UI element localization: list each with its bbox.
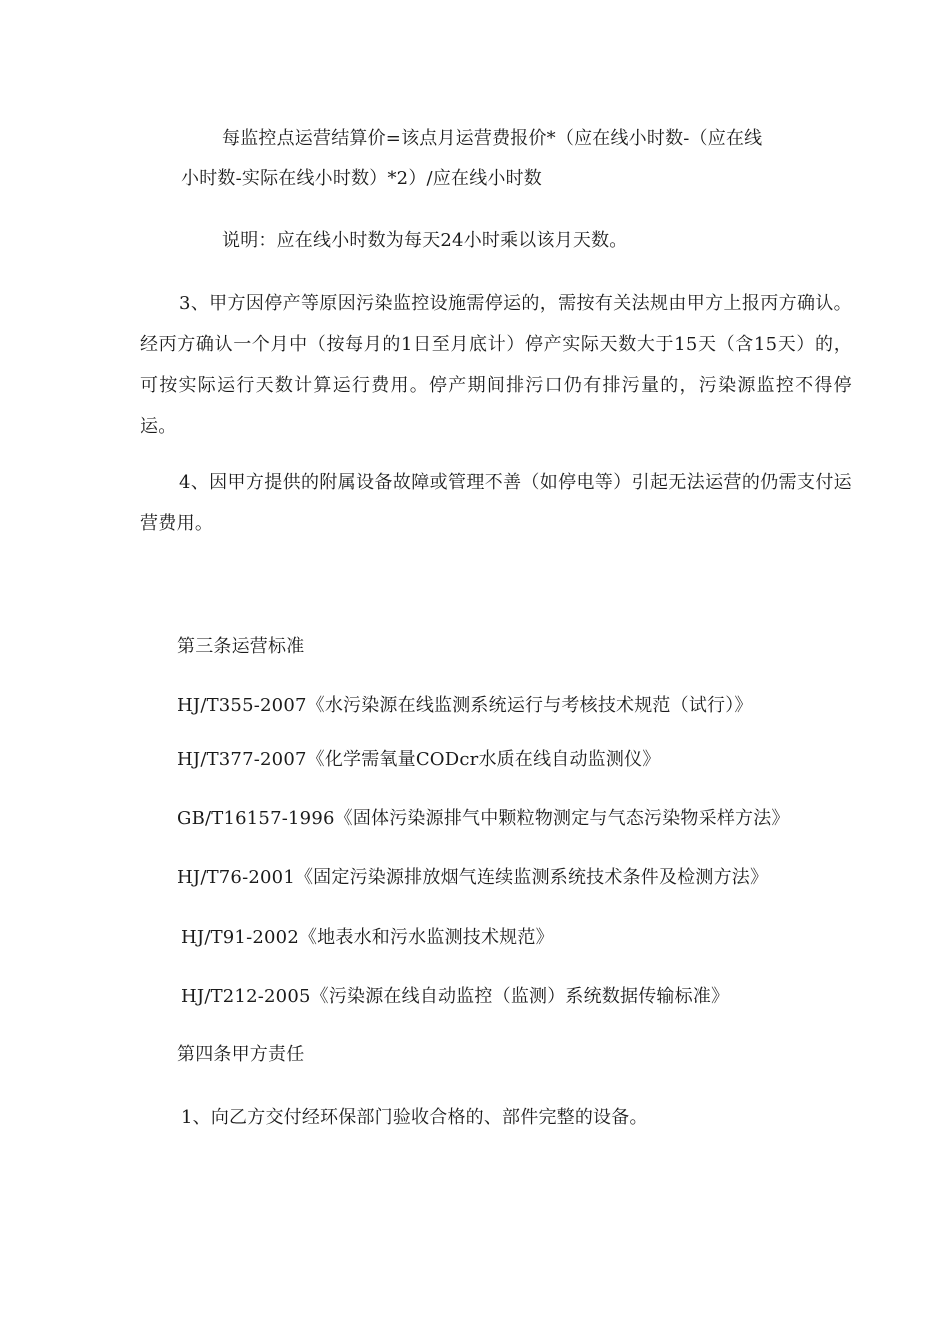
standard-item: HJ/T377-2007《化学需氧量CODcr水质在线自动监测仪》 [177, 749, 661, 770]
article-3-title: 第三条运营标准 [177, 636, 305, 657]
paragraph-item-3: 3、甲方因停产等原因污染监控设施需停运的，需按有关法规由甲方上报丙方确认。经丙方确认一个月中（按每月的1日至月底计）停产实际天数大于15天（含15天）的，可按实际运行天数计算运行费用。停产期间排污口仍有排污量的，污染源监控不得停运。 [140, 293, 852, 437]
standard-item: GB/T16157-1996《固体污染源排气中颗粒物测定与气态污染物采样方法》 [177, 808, 790, 829]
standard-item: HJ/T212-2005《污染源在线自动监控（监测）系统数据传输标准》 [181, 986, 730, 1007]
formula-line-1: 每监控点运营结算价=该点月运营费报价*（应在线小时数-（应在线 [222, 128, 763, 149]
formula-note: 说明：应在线小时数为每天24小时乘以该月天数。 [222, 230, 628, 251]
formula-line-2: 小时数-实际在线小时数）*2）/应在线小时数 [181, 168, 542, 189]
article-4-title: 第四条甲方责任 [177, 1044, 305, 1065]
paragraph-item-4: 4、因甲方提供的附属设备故障或管理不善（如停电等）引起无法运营的仍需支付运营费用。 [140, 472, 852, 534]
standard-item: HJ/T76-2001《固定污染源排放烟气连续监测系统技术条件及检测方法》 [177, 867, 769, 888]
standard-item: HJ/T355-2007《水污染源在线监测系统运行与考核技术规范（试行）》 [177, 695, 753, 716]
standard-item: HJ/T91-2002《地表水和污水监测技术规范》 [181, 927, 554, 948]
article-4-item-1: 1、向乙方交付经环保部门验收合格的、部件完整的设备。 [181, 1107, 648, 1128]
